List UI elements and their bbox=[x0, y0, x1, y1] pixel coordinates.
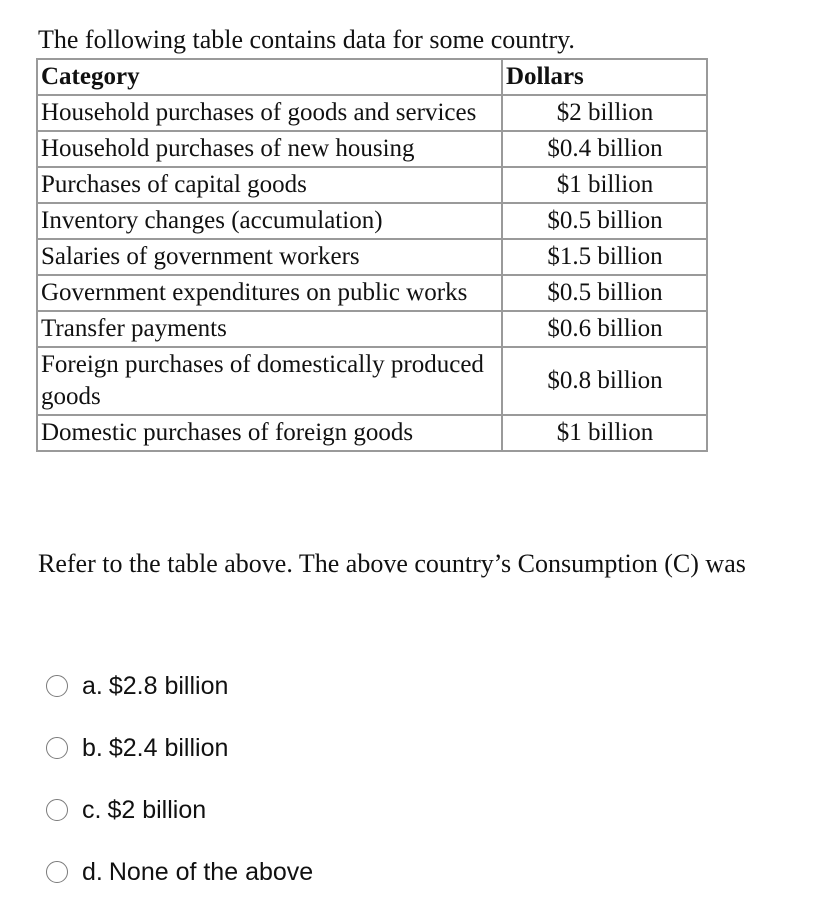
table-row bbox=[37, 239, 707, 275]
row-category: Foreign purchases of domestically produced goods bbox=[37, 347, 502, 415]
radio-button-b[interactable] bbox=[46, 737, 68, 759]
data-table bbox=[36, 58, 708, 452]
option-b[interactable] bbox=[46, 726, 313, 770]
option-letter: b. bbox=[82, 733, 103, 762]
option-a[interactable] bbox=[46, 664, 313, 708]
intro-text: The following table contains data for some country. bbox=[38, 25, 575, 54]
row-dollars: $1 billion bbox=[502, 167, 707, 203]
option-letter: d. bbox=[82, 857, 103, 886]
table-row bbox=[37, 415, 707, 451]
row-dollars: $0.5 billion bbox=[502, 203, 707, 239]
radio-button-d[interactable] bbox=[46, 861, 68, 883]
table-row bbox=[37, 311, 707, 347]
table-header-row bbox=[37, 59, 707, 95]
header-category: Category bbox=[37, 59, 502, 95]
radio-button-c[interactable] bbox=[46, 799, 68, 821]
table-row bbox=[37, 275, 707, 311]
table-row bbox=[37, 95, 707, 131]
row-dollars: $0.8 billion bbox=[502, 347, 707, 415]
row-category: Inventory changes (accumulation) bbox=[37, 203, 502, 239]
table-row bbox=[37, 347, 707, 415]
option-letter: c. bbox=[82, 795, 102, 824]
option-text: $2.4 billion bbox=[108, 733, 229, 762]
question-text: Refer to the table above. The above country’s Consumption (C) was bbox=[38, 549, 746, 578]
row-category: Government expenditures on public works bbox=[37, 275, 502, 311]
table-row bbox=[37, 203, 707, 239]
option-text: $2 billion bbox=[107, 795, 207, 824]
row-dollars: $0.6 billion bbox=[502, 311, 707, 347]
option-text: None of the above bbox=[108, 857, 314, 886]
answer-options bbox=[46, 664, 313, 912]
header-dollars: Dollars bbox=[502, 59, 707, 95]
row-dollars: $0.5 billion bbox=[502, 275, 707, 311]
row-category: Domestic purchases of foreign goods bbox=[37, 415, 502, 451]
option-letter: a. bbox=[82, 671, 103, 700]
option-c[interactable] bbox=[46, 788, 313, 832]
table-row bbox=[37, 131, 707, 167]
row-dollars: $1.5 billion bbox=[502, 239, 707, 275]
row-category: Household purchases of new housing bbox=[37, 131, 502, 167]
row-category: Purchases of capital goods bbox=[37, 167, 502, 203]
row-category: Salaries of government workers bbox=[37, 239, 502, 275]
row-dollars: $0.4 billion bbox=[502, 131, 707, 167]
row-category: Transfer payments bbox=[37, 311, 502, 347]
option-d[interactable] bbox=[46, 850, 313, 894]
row-dollars: $1 billion bbox=[502, 415, 707, 451]
row-category: Household purchases of goods and services bbox=[37, 95, 502, 131]
table-row bbox=[37, 167, 707, 203]
option-text: $2.8 billion bbox=[108, 671, 229, 700]
row-dollars: $2 billion bbox=[502, 95, 707, 131]
radio-button-a[interactable] bbox=[46, 675, 68, 697]
